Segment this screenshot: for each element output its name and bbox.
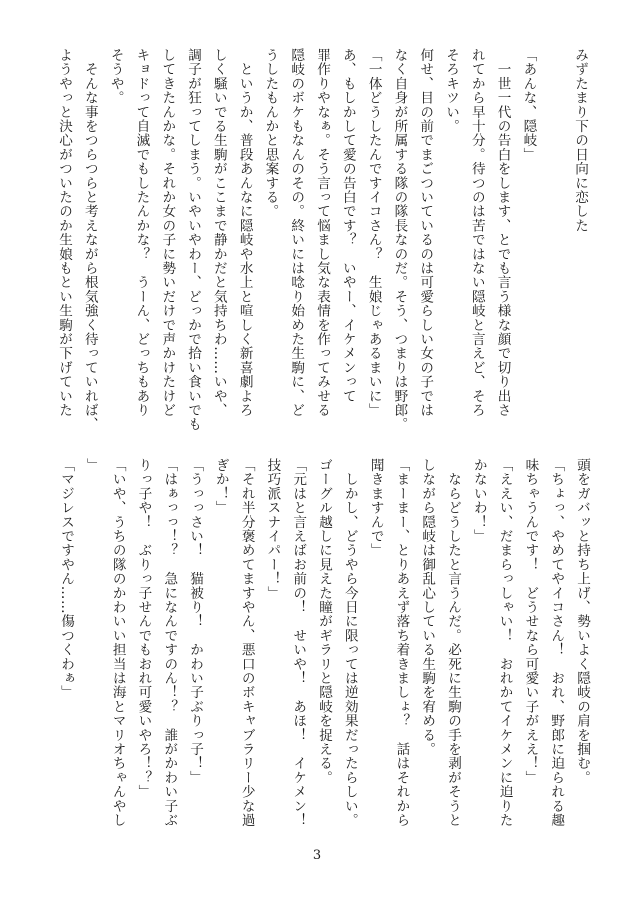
text-line: そろキツい。 [443, 48, 460, 134]
text-line: 「まーまー、とりあえず落ち着きましょ？ 話はそれから [393, 458, 410, 828]
text-line: ようやっと決心がついたのか生娘もとい生駒が下げていた [56, 48, 73, 418]
text-line: そうや。 [107, 48, 124, 105]
text-line: しかし、どうやら今日に限っては逆効果だったらしい。 [341, 458, 358, 828]
text-block-top [50, 48, 592, 432]
text-line: りっ子や！ ぶりっ子せんでもおれ可愛いやろ！？」 [135, 458, 152, 799]
text-line: しく騒いでる生駒がここまで静かだと気持ちわ……いや、 [210, 48, 227, 418]
text-line: 調子が狂ってしまう。いやいやわー、どっかで拾い食いでも [185, 48, 202, 432]
text-line: みずたまり下の日向に恋した [572, 48, 588, 233]
page-number: 3 [312, 848, 322, 863]
text-line: そんな事をつらつらと考えながら根気強く待っていれば、 [81, 48, 98, 432]
text-line [540, 48, 566, 418]
text-line: 「あんな、隠岐」 [520, 48, 537, 162]
text-line: かないわ！」 [470, 458, 487, 544]
text-line: 「ええい、だまらっしゃい！ おれかてイケメンに迫りた [496, 458, 513, 828]
text-line: 「いや、うちの隊のかわいい担当は海とマリオちゃんやし [109, 458, 126, 828]
text-line: あ、もしかして愛の告白です？ いやー、イケメンって [339, 48, 356, 403]
text-line: 「うっっさい！ 猫被り！ かわい子ぶりっ子！」 [187, 458, 204, 785]
text-line: ならどうしたと言うんだ。必死に生駒の手を剥がそうと [445, 458, 462, 828]
text-line: 一世一代の告白をします、とでも言う様な顔で切り出さ [494, 48, 511, 418]
text-line: 罪作りやなぁ。そう言って悩まし気な表情を作ってみせる [314, 48, 331, 418]
text-line: 何せ、目の前でまごついているのは可愛らしい女の子では [417, 48, 434, 418]
text-line: ゴーグル越しに見えた瞳がギラリと隠岐を捉える。 [316, 458, 333, 785]
text-line: というか、普段あんなに隠岐や水上と喧しく新喜劇よろ [236, 48, 253, 418]
text-line: 味ちゃうんです！ どうせなら可愛い子がええ！」 [522, 458, 539, 785]
text-line: キョドって自滅でもしたんかな？ うーん、どっちもあり [133, 48, 150, 418]
text-line: 聞きますんで」 [367, 458, 384, 558]
text-line: してきたんかな。それか女の子に勢いだけで声かけたけど [159, 48, 176, 418]
text-line: 隠岐のボケもなんのその。終いには唸り始めた生駒に、ど [288, 48, 305, 418]
text-block-bottom [52, 458, 594, 828]
text-line: 「マジレスですやん……傷つくわぁ」 [58, 458, 75, 700]
text-line: 」 [83, 458, 100, 473]
text-line: なく自身が所属する隊の隊長なのだ。そう、つまりは野郎。 [391, 48, 408, 432]
text-line: 「ちょっ、やめてやイコさん！ おれ、野郎に迫られる趣 [548, 458, 565, 828]
text-line: 「元はと言えばお前の！ せいや！ あほ！ イケメン！ [290, 458, 307, 828]
text-line: 「はぁっっ！？ 急になんですのん！？ 誰がかわい子ぶ [161, 458, 178, 828]
text-line: うしたもんかと思案する。 [262, 48, 279, 219]
text-line: しながら隠岐は御乱心している生駒を宥める。 [419, 458, 436, 757]
text-line: 頭をガバッと持ち上げ、勢いよく隠岐の肩を掴む。 [574, 458, 590, 785]
text-line: 「一体どうしたんですイコさん？ 生娘じゃあるまいに」 [365, 48, 382, 418]
text-line: れてから早十分。待つのは苦ではない隠岐と言えど、そろ [468, 48, 485, 418]
text-line: ぎか！」 [212, 458, 229, 515]
text-line: 「それ半分褒めてますやん、悪口のボキャブラリー少な過 [238, 458, 255, 828]
text-line: 技巧派スナイパー！」 [264, 458, 281, 600]
